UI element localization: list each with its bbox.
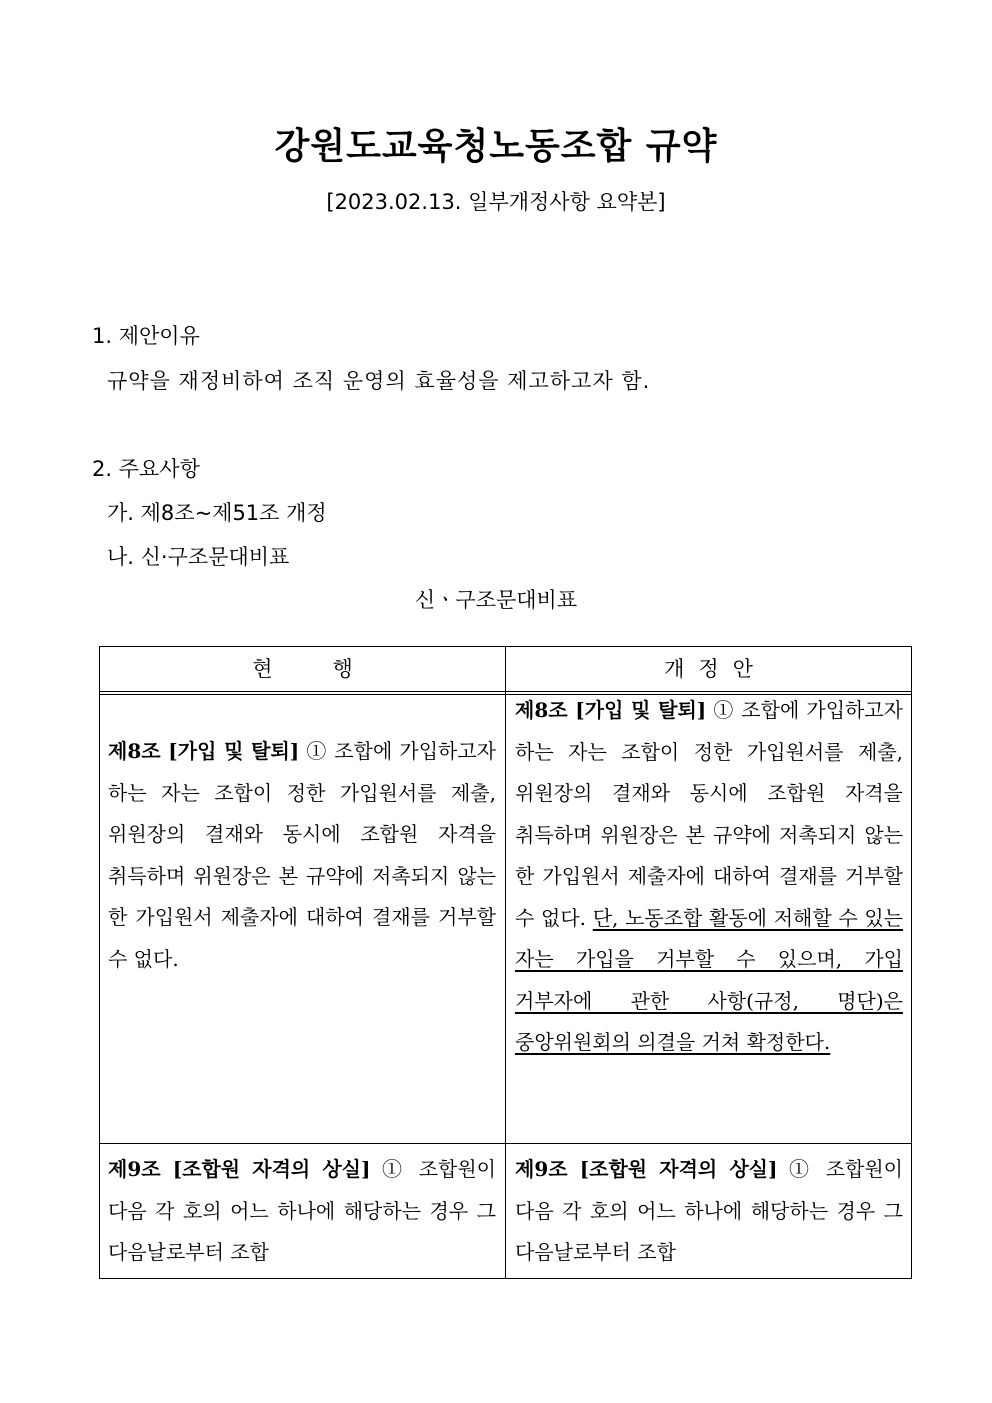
section-2-item-a: 가. 제8조~제51조 개정 bbox=[107, 501, 327, 525]
article-9-current-cell bbox=[108, 1149, 496, 1274]
section-2-item-b: 나. 신·구조문대비표 bbox=[107, 545, 290, 569]
article-8-current-text: ① 조합에 가입하고자 하는 자는 조합이 정한 가입원서를 제출, 위원장의 결재와 동시에 조합원 자격을 취득하며 위원장은 본 규약에 저촉되지 않는 한 가입원서 제출자에 대하여 결재를 거부할 수 없다. bbox=[108, 739, 496, 971]
page-subtitle: [2023.02.13. 일부개정사항 요약본] bbox=[326, 190, 666, 214]
article-9-revised-text: ① 조합원이 다음 각 호의 어느 하나에 해당하는 경우 그 다음날로부터 조합 bbox=[515, 1157, 903, 1264]
column-divider bbox=[505, 647, 506, 1278]
page-title: 강원도교육청노동조합 규약 bbox=[274, 126, 718, 167]
section-1-heading: 1. 제안이유 bbox=[92, 324, 200, 348]
article-8-current-cell bbox=[108, 731, 496, 980]
article-9-current-title: 제9조 [조합원 자격의 상실] bbox=[108, 1157, 371, 1181]
section-1-body: 규약을 재정비하여 조직 운영의 효율성을 제고하고자 함. bbox=[107, 369, 651, 393]
article-8-revised-text: ① 조합에 가입하고자 하는 자는 조합이 정한 가입원서를 제출, 위원장의 결재와 동시에 조합원 자격을 취득하며 위원장은 본 규약에 저촉되지 않는 한 가입원서 제출자에 대하여 결재를 거부할 수 없다. bbox=[515, 698, 903, 930]
row-divider bbox=[100, 1143, 911, 1144]
section-2-heading: 2. 주요사항 bbox=[92, 457, 200, 481]
article-9-current-text: ① 조합원이 다음 각 호의 어느 하나에 해당하는 경우 그 다음날로부터 조합 bbox=[108, 1157, 496, 1264]
article-8-current-title: 제8조 [가입 및 탈퇴] bbox=[108, 739, 300, 763]
article-8-revised-cell bbox=[515, 690, 903, 1064]
comparison-table bbox=[99, 646, 912, 1279]
header-revised: 개정안 bbox=[664, 657, 767, 681]
article-9-revised-cell bbox=[515, 1149, 903, 1274]
article-8-revised-title: 제8조 [가입 및 탈퇴] bbox=[515, 698, 707, 722]
header-current: 현행 bbox=[252, 657, 413, 681]
article-9-revised-title: 제9조 [조합원 자격의 상실] bbox=[515, 1157, 778, 1181]
article-8-added-clause: 단, 노동조합 활동에 저해할 수 있는 자는 가입을 거부할 수 있으며, 가입 거부자에 관한 사항(규정, 명단)은 중앙위원회의 의결을 거쳐 확정한다. bbox=[515, 905, 903, 1054]
comparison-table-title: 신ㆍ구조문대비표 bbox=[414, 588, 578, 612]
